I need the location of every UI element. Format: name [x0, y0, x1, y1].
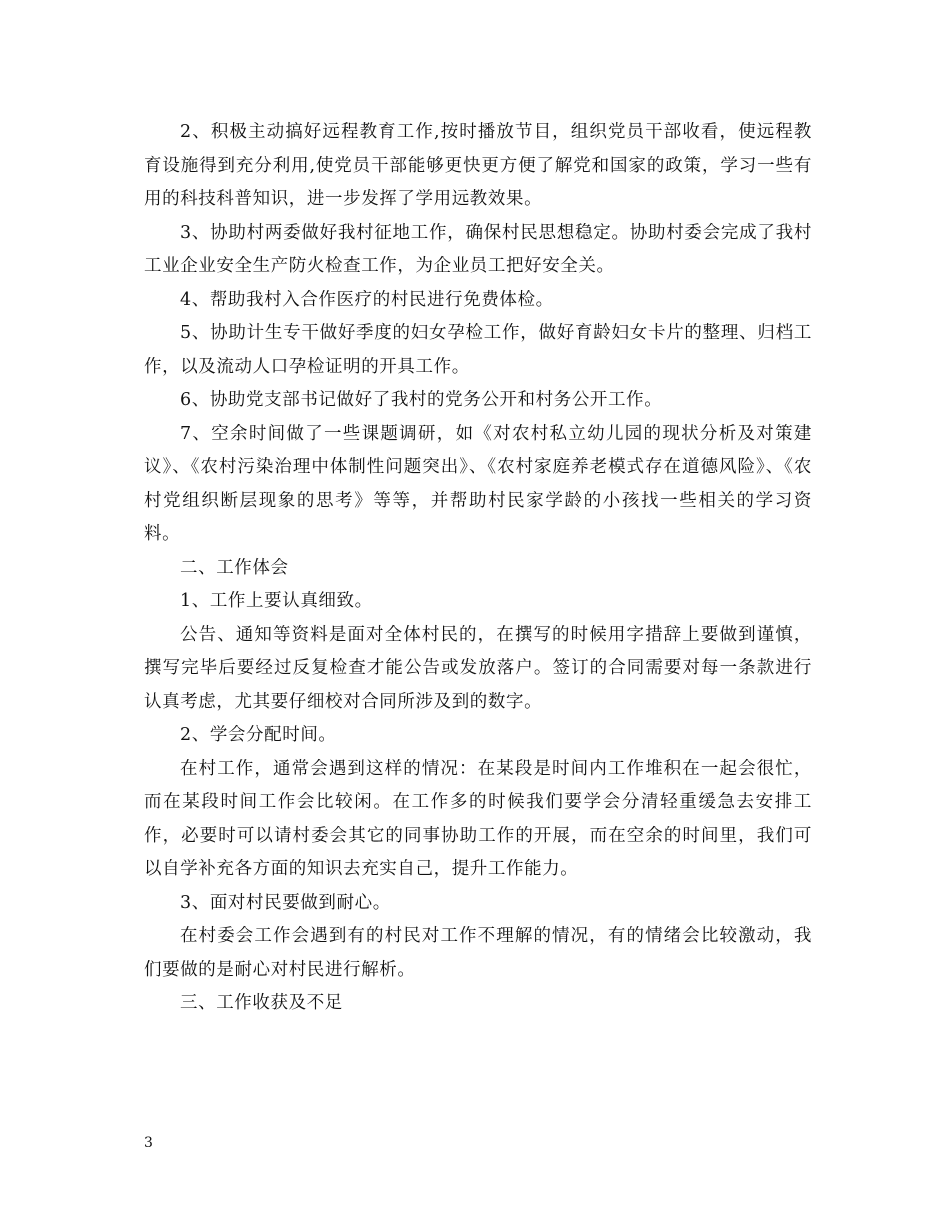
section-heading-gains-and-shortcomings: 三、工作收获及不足	[180, 993, 343, 1013]
subheading-time-management: 2、学会分配时间。	[180, 725, 337, 745]
document-body	[144, 116, 812, 1021]
paragraph-item-6: 6、协助党支部书记做好了我村的党务公开和村务公开工作。	[180, 390, 663, 410]
paragraph-item-3: 3、协助村两委做好我村征地工作，确保村民思想稳定。协助村委会完成了我村工业企业安全生产防火检查工作，为企业员工把好安全关。	[144, 222, 812, 276]
subheading-patience: 3、面对村民要做到耐心。	[180, 892, 391, 913]
paragraph-item-5: 5、协助计生专干做好季度的妇女孕检工作，做好育龄妇女卡片的整理、归档工作，以及流动人口孕检证明的开具工作。	[144, 323, 812, 377]
paragraph-time-management: 在村工作，通常会遇到这样的情况：在某段是时间内工作堆积在一起会很忙，而在某段时间工作会比较闲。在工作多的时候我们要学会分清轻重缓急去安排工作，必要时可以请村委会其它的同事协助工作的开展，而在空余的时间里，我们可以自学补充各方面的知识去充实自己，提升工作能力。	[144, 758, 812, 879]
page-number: 3	[144, 1135, 153, 1151]
paragraph-careful-work: 公告、通知等资料是面对全体村民的，在撰写的时候用字措辞上要做到谨慎，撰写完毕后要经过反复检查才能公告或发放落户。签订的合同需要对每一条款进行认真考虑，尤其要仔细校对合同所涉及到的数字。	[144, 624, 812, 712]
paragraph-item-4: 4、帮助我村入合作医疗的村民进行免费体检。	[180, 289, 554, 310]
paragraph-patience: 在村委会工作会遇到有的村民对工作不理解的情况，有的情绪会比较激动，我们要做的是耐心对村民进行解析。	[144, 926, 812, 980]
section-heading-work-experience: 二、工作体会	[180, 557, 289, 578]
paragraph-item-7: 7、空余时间做了一些课题调研，如《对农村私立幼儿园的现状分析及对策建议》、《农村污染治理中体制性问题突出》、《农村家庭养老模式存在道德风险》、《农村党组织断层现象的思考》等等，并帮助村民家学龄的小孩找一些相关的学习资料。	[144, 423, 812, 544]
subheading-careful-work: 1、工作上要认真细致。	[180, 591, 373, 611]
paragraph-item-2: 2、积极主动搞好远程教育工作,按时播放节目，组织党员干部收看，使远程教育设施得到充分利用,使党员干部能够更快更方便了解党和国家的政策，学习一些有用的科技科普知识，进一步发挥了学用远教效果。	[144, 122, 812, 209]
